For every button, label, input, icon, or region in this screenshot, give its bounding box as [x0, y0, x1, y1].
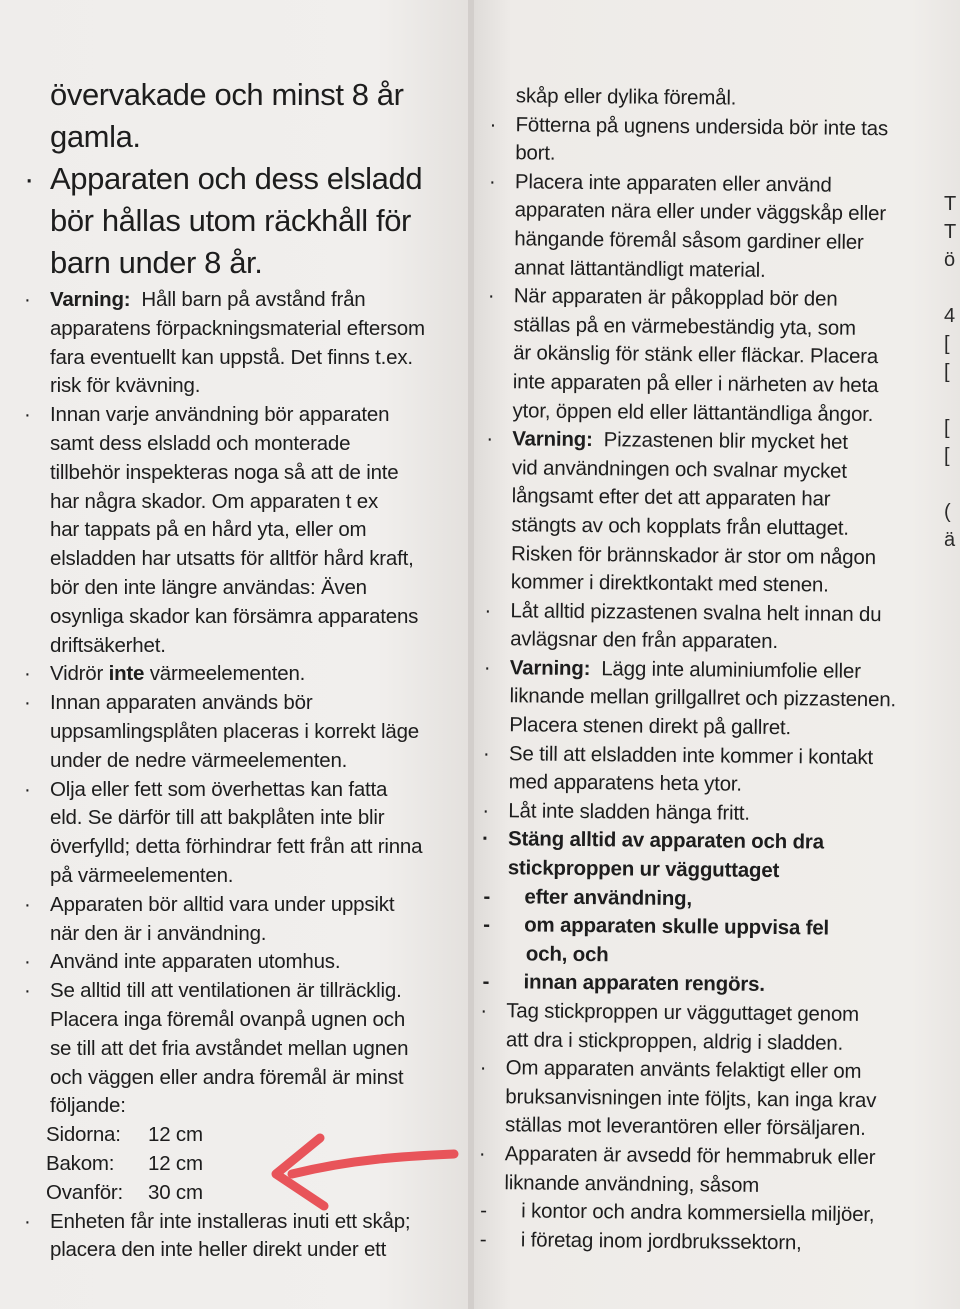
- text-line: eld. Se därför till att bakplåten inte blir: [50, 806, 385, 830]
- list-item: [24, 948, 454, 977]
- text-line: inte apparaten på eller i närheten av heta: [512, 370, 879, 398]
- bullet-icon: ·: [24, 403, 31, 427]
- text-line: bruksanvisningen inte följts, kan inga krav: [505, 1084, 877, 1112]
- bullet-icon: ·: [24, 662, 31, 686]
- dash-marker: -: [483, 913, 490, 937]
- text-line: bör hållas utom räckhåll för: [50, 203, 411, 238]
- text-line: att dra i stickproppen, aldrig i sladden.: [505, 1027, 844, 1055]
- text-line: Placera inte apparaten eller använd: [514, 170, 832, 197]
- dash-item-continuation: och, och: [525, 942, 609, 967]
- list-item: [478, 1140, 919, 1202]
- list-item: [489, 111, 930, 173]
- bullet-icon: ·: [24, 950, 31, 974]
- list-item: [482, 797, 922, 830]
- text-line: Apparaten bör alltid vara under uppsikt: [50, 892, 395, 916]
- text-line: När apparaten är påkopplad bör den: [513, 284, 838, 311]
- text-line: när den är i användning.: [50, 921, 267, 945]
- dash-item: [478, 1197, 918, 1230]
- dash-marker: -: [480, 1199, 487, 1223]
- dash-marker: -: [482, 970, 490, 994]
- text-line: Olja eller fett som överhettas kan fatta: [50, 777, 388, 801]
- list-item: [482, 825, 923, 887]
- text-line: och väggen eller andra föremål är minst: [50, 1065, 404, 1089]
- text-line: apparatens förpackningsmaterial eftersom: [50, 316, 425, 340]
- text-line: Lägg inte aluminiumfolie eller: [601, 657, 861, 683]
- distance-label: Ovanför:: [46, 1180, 124, 1204]
- text-line: innan apparaten rengörs.: [523, 970, 765, 997]
- text-line: se till att det fria avståndet mellan ugnen: [50, 1036, 409, 1060]
- text-line: ställas mot leverantören eller försäljaren.: [504, 1113, 866, 1141]
- dash-item: [481, 883, 921, 916]
- text-line: Pizzastenen blir mycket het: [603, 428, 848, 454]
- text-line: har några skador. Om apparaten t ex: [50, 489, 379, 513]
- edge-glyph: [: [944, 417, 950, 439]
- edge-glyph: ö: [944, 249, 956, 271]
- text-line: långsamt efter det att apparaten har: [511, 484, 831, 511]
- text-line: tillbehör inspekteras noga så att de inte: [50, 460, 399, 484]
- bullet-icon: ·: [480, 998, 488, 1023]
- warning-label: Varning:: [509, 656, 591, 680]
- text-line: samt dess elsladd och monterade: [50, 431, 351, 455]
- text-line: är okänslig för stänk eller fläckar. Placera: [513, 341, 879, 369]
- text-line: Apparaten är avsedd för hemmabruk eller: [504, 1142, 876, 1170]
- text-line: Se alltid till att ventilationen är tillräcklig.: [50, 979, 402, 1003]
- text-line: under de nedre värmeelementen.: [50, 748, 348, 772]
- text-line: kommer i direktkontakt med stenen.: [510, 570, 829, 597]
- text-line: i kontor och andra kommersiella miljöer,: [521, 1199, 875, 1227]
- text-line: elsladden har utsatts för alltför hård kraft,: [50, 547, 414, 571]
- text-line: Apparaten och dess elsladd: [50, 161, 423, 196]
- text-line: Låt inte sladden hänga fritt.: [508, 799, 750, 825]
- distance-label: Sidorna:: [46, 1123, 121, 1147]
- book-spine: [468, 0, 474, 1309]
- bullet-icon: ·: [482, 798, 490, 822]
- text-line: med apparatens heta ytor.: [508, 770, 742, 796]
- edge-glyph: T: [944, 193, 957, 215]
- red-arrow-annotation: [262, 1130, 462, 1220]
- text-line: Risken för brännskador är stor om någon: [510, 541, 876, 569]
- text-line: ställas på en värmebeständig yta, som: [513, 313, 856, 340]
- text-line: har tappats på en hård yta, eller om: [50, 518, 367, 542]
- text-line: hängande föremål såsom gardiner eller: [514, 227, 864, 254]
- text-line: Använd inte apparaten utomhus.: [50, 950, 341, 974]
- text-line: uppsamlingsplåten placeras i korrekt läge: [50, 719, 419, 743]
- text-line: efter användning,: [524, 885, 693, 910]
- dash-item: [481, 911, 921, 944]
- bullet-icon: ·: [479, 1056, 487, 1080]
- list-item-big: [24, 158, 454, 284]
- bullet-icon: ·: [484, 598, 492, 622]
- edge-glyph: ä: [944, 529, 956, 551]
- text-line: Låt alltid pizzastenen svalna helt innan du: [510, 598, 882, 626]
- text-line: annat lättantändligt material.: [513, 255, 766, 282]
- text-line: stickproppen ur vägguttaget: [507, 856, 780, 883]
- bullet-icon: ·: [486, 427, 494, 451]
- right-column: [478, 82, 930, 1259]
- text-line: stängts av och kopplats från eluttaget.: [511, 513, 849, 540]
- text-line: Stäng alltid av apparaten och dra: [507, 827, 824, 854]
- list-item: [24, 401, 454, 660]
- intro-line: skåp eller dylika föremål.: [515, 84, 737, 110]
- bullet-icon: ·: [24, 979, 31, 1003]
- distance-value: 12 cm: [148, 1123, 203, 1147]
- text-line: Håll barn på avstånd från: [141, 288, 366, 311]
- edge-glyph: (: [944, 501, 951, 523]
- emphasis: inte: [108, 662, 145, 686]
- text-line: Innan apparaten används bör: [50, 691, 313, 715]
- list-item: [24, 689, 454, 775]
- text-line: Placera inga föremål ovanpå ugnen och: [50, 1007, 406, 1031]
- left-column: [24, 74, 454, 1265]
- bullet-icon: ·: [24, 691, 31, 715]
- bullet-icon: ·: [481, 827, 489, 851]
- next-page-edge-glyphs: [944, 190, 960, 554]
- distance-value: 30 cm: [148, 1180, 203, 1204]
- list-item: [24, 891, 454, 949]
- list-item: [486, 282, 927, 430]
- text-line: ytor, öppen eld eller lättantändliga ångor.: [512, 398, 874, 426]
- list-item: [484, 597, 925, 659]
- distance-label: Bakom:: [46, 1151, 115, 1175]
- edge-glyph: T: [944, 221, 957, 243]
- text-line: i företag inom jordbrukssektorn,: [520, 1228, 802, 1255]
- text-line: Tag stickproppen ur vägguttaget genom: [506, 999, 860, 1026]
- edge-glyph: [: [944, 445, 950, 467]
- text-line: Placera stenen direkt på gallret.: [509, 713, 792, 740]
- list-item: [485, 425, 927, 601]
- bold-unplug-item: [480, 825, 922, 1001]
- text-line: överfylld; detta förhindrar fett från att rinna: [50, 835, 423, 859]
- list-item: [483, 654, 924, 744]
- text-line: risk för kvävning.: [50, 374, 201, 398]
- text-line: Se till att elsladden inte kommer i kontakt: [508, 741, 874, 769]
- text-line: vid användningen och svalnar mycket: [511, 455, 847, 483]
- text-line: Enheten får inte installeras inuti ett skåp;: [50, 1209, 411, 1233]
- text-line: driftsäkerhet.: [50, 633, 166, 657]
- text-line: bort.: [515, 141, 556, 165]
- bullet-icon: ·: [483, 655, 491, 679]
- list-item: [479, 1054, 920, 1144]
- bullet-icon: ·: [24, 161, 34, 196]
- bullet-icon: ·: [24, 1209, 31, 1233]
- text-line: osynliga skador kan försämra apparatens: [50, 604, 419, 628]
- intro-line: övervakade och minst 8 år: [50, 77, 404, 112]
- bullet-icon: ·: [488, 169, 496, 193]
- edge-glyph: [: [944, 361, 950, 383]
- list-item: [480, 997, 921, 1059]
- bullet-icon: ·: [24, 288, 31, 311]
- text-line: barn under 8 år.: [50, 245, 263, 280]
- text-line: fara eventuellt kan uppstå. Det finns t.ex.: [50, 345, 413, 369]
- dash-marker: -: [479, 1227, 487, 1251]
- list-item: [24, 286, 454, 401]
- text-line: liknande användning, såsom: [504, 1170, 760, 1197]
- list-item: [483, 740, 924, 802]
- text-line: Om apparaten använts felaktigt eller om: [505, 1056, 862, 1084]
- bullet-icon: ·: [489, 112, 497, 136]
- text-line: avlägsnar den från apparaten.: [510, 627, 779, 654]
- warning-label: Varning:: [512, 427, 593, 452]
- bullet-icon: ·: [478, 1141, 486, 1165]
- dash-marker: -: [483, 884, 491, 908]
- text-line: Fötterna på ugnens undersida bör inte tas: [515, 112, 889, 140]
- dash-item: [478, 1226, 918, 1259]
- left-intro: [24, 74, 454, 284]
- bullet-icon: ·: [24, 892, 31, 916]
- text-line: Innan varje användning bör apparaten: [50, 403, 390, 427]
- list-item: [24, 776, 454, 891]
- list-item: [488, 168, 929, 287]
- list-item: [24, 977, 454, 1121]
- dash-item: [480, 968, 920, 1001]
- left-list: [24, 286, 454, 1265]
- bullet-icon: ·: [487, 284, 495, 308]
- list-item: [24, 660, 454, 689]
- text-line: liknande mellan grillgallret och pizzastenen.: [509, 684, 897, 712]
- warning-label: Varning:: [50, 288, 131, 311]
- text-line: följande:: [50, 1094, 126, 1118]
- bullet-icon: ·: [24, 777, 31, 801]
- bullet-icon: ·: [482, 741, 490, 765]
- intro-line: gamla.: [50, 119, 141, 154]
- edge-glyph: [: [944, 333, 950, 355]
- text-fragment: Vidrör: [50, 662, 109, 686]
- text-line: på värmeelementen.: [50, 863, 234, 887]
- text-fragment: värmeelementen.: [144, 662, 306, 686]
- text-line: om apparaten skulle uppvisa fel: [524, 913, 830, 940]
- text-line: bör den inte längre användas: Även: [50, 575, 367, 599]
- text-line: placera den inte heller direkt under ett: [50, 1238, 387, 1262]
- text-line: apparaten nära eller under väggskåp eller: [514, 198, 887, 226]
- distance-value: 12 cm: [148, 1151, 203, 1175]
- edge-glyph: 4: [944, 305, 956, 327]
